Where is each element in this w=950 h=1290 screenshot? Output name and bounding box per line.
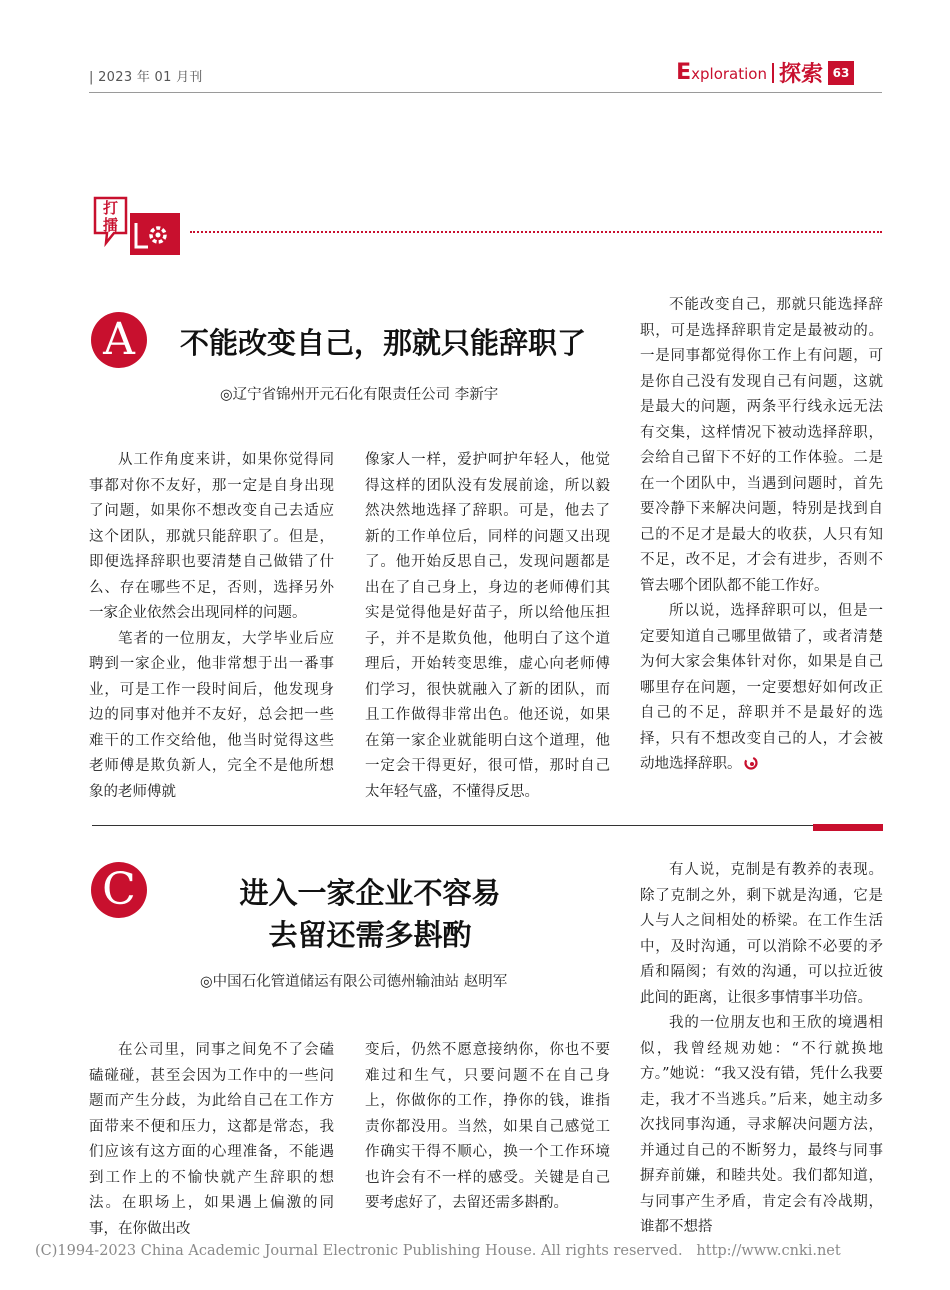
section-c-column-1 <box>89 1038 334 1242</box>
section-c-column-3 <box>640 858 883 1241</box>
section-c-byline: ◎中国石化管道储运有限公司德州输油站 赵明军 <box>200 974 508 990</box>
paragraph: 所以说，选择辞职可以，但是一定要知道自己哪里做错了，或者清楚为何大家会集体针对你，如果是自己哪里存在问题，一定要想好如何改正自己的不足，辞职并不是最好的选择，只有不想改变自己的人，才会被动地选择辞职。 <box>640 603 883 772</box>
section-c-letter: C <box>91 862 147 918</box>
copyright-text: (C)1994-2023 China Academic Journal Electronic Publishing House. All rights reserved. <box>35 1243 683 1259</box>
source-url: http://www.cnki.net <box>696 1243 841 1259</box>
paragraph: 在公司里，同事之间免不了会磕磕碰碰，甚至会因为工作中的一些问题而产生分歧，为此给自己在工作方面带来不便和压力，这都是常态，我们应该有这方面的心理准备，不能遇到工作上的不愉快就产生辞职的想法。在职场上，如果遇上偏激的同事，在你做出改 <box>89 1042 334 1237</box>
paragraph: 变后，仍然不愿意接纳你，你也不要难过和生气，只要问题不在自己身上，你做你的工作，挣你的钱，谁指责你都没用。当然，如果自己感觉工作确实干得不顺心，换一个工作环境也许会有不一样的感受。关键是自己要考虑好了，去留还需多斟酌。 <box>365 1042 610 1211</box>
svg-text:擂: 擂 <box>102 216 119 234</box>
section-c-title-line-2: 去留还需多斟酌 <box>268 918 472 952</box>
section-a-title: 不能改变自己，那就只能辞职了 <box>180 326 587 360</box>
copyright-footer <box>35 1243 841 1259</box>
section-a-byline: ◎辽宁省锦州开元石化有限责任公司 李新宇 <box>220 387 499 403</box>
paragraph: 笔者的一位朋友，大学毕业后应聘到一家企业，他非常想于出一番事业，可是工作一段时间后，他发现身边的同事对他并不友好，总会把一些难干的工作交给他，他当时觉得这些老师傅是欺负新人，完全不是他所想象的老师傅就 <box>89 630 334 800</box>
section-dotted-rule <box>190 231 882 233</box>
header-rule <box>89 92 882 93</box>
brand-english: Exploration <box>676 60 767 85</box>
section-a-column-1 <box>89 448 334 805</box>
brand-divider <box>772 63 774 83</box>
section-c-column-2 <box>365 1038 610 1217</box>
page-number: 63 <box>828 61 854 85</box>
section-divider <box>92 825 882 826</box>
paragraph: 有人说，克制是有教养的表现。除了克制之外，剩下就是沟通，它是人与人之间相处的桥梁。在工作生活中，及时沟通，可以消除不必要的矛盾和隔阂；有效的沟通，可以拉近彼此间的距离，让很多事情事半功倍。 <box>640 862 883 1006</box>
column-badge-icon <box>92 195 184 263</box>
svg-text:打: 打 <box>102 199 119 217</box>
section-a-column-3 <box>640 293 883 778</box>
section-c-title-line-1: 进入一家企业不容易 <box>239 876 501 910</box>
paragraph: 从工作角度来讲，如果你觉得同事都对你不友好，那一定是自身出现了问题，如果你不想改变自己去适应这个团队，那就只能辞职了。但是，即便选择辞职也要清楚自己做错了什么、存在哪些不足，否则，选择另外一家企业依然会出现同样的问题。 <box>89 452 334 621</box>
paragraph: 我的一位朋友也和王欣的境遇相似，我曾经规劝她：“不行就换地方。”她说：“我又没有错，凭什么我要走，我才不当逃兵。”后来，她主动多次找同事沟通，寻求解决问题方法，并通过自己的不断努力，最终与同事摒弃前嫌，和睦共处。我们都知道，与同事产生矛盾，肯定会有冷战期，谁都不想搭 <box>640 1015 883 1235</box>
issue-date: | 2023 年 01 月刊 <box>89 70 203 85</box>
section-a-column-2 <box>365 448 610 805</box>
section-c-title <box>180 872 560 956</box>
section-a-letter: A <box>91 312 147 368</box>
end-mark-icon <box>744 756 758 770</box>
section-divider-accent <box>813 824 883 831</box>
magazine-brand <box>676 57 854 88</box>
brand-chinese: 探索 <box>778 62 823 87</box>
paragraph: 像家人一样，爱护呵护年轻人，他觉得这样的团队没有发展前途，所以毅然决然地选择了辞职。可是，他去了新的工作单位后，同样的问题又出现了。他开始反思自己，发现问题都是出在了自己身上，身边的老师傅们其实是觉得他是好苗子，所以给他压担子，并不是欺负他，他明白了这个道理后，开始转变思维，虚心向老师傅们学习，很快就融入了新的团队，而且工作做得非常出色。他还说，如果在第一家企业就能明白这个道理，他一定会干得更好，很可惜，那时自己太年轻气盛，不懂得反思。 <box>365 452 610 800</box>
paragraph: 不能改变自己，那就只能选择辞职，可是选择辞职肯定是最被动的。一是同事都觉得你工作上有问题，可是你自己没有发现自己有问题，这就是最大的问题，两条平行线永远无法有交集，这样情况下被动选择辞职，会给自己留下不好的工作体验。二是在一个团队中，当遇到问题时，首先要冷静下来解决问题，特别是找到自己的不足才是最大的收获，人只有知不足，改不足，才会有进步，否则不管去哪个团队都不能工作好。 <box>640 297 883 594</box>
